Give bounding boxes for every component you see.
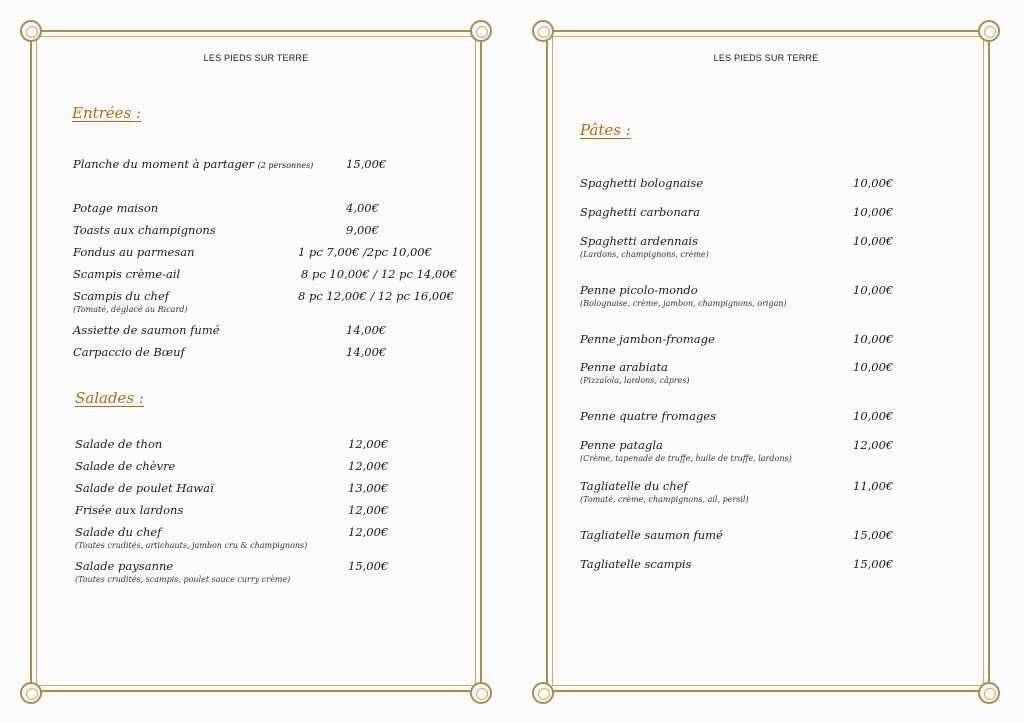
item-price: 12,00€ xyxy=(348,459,389,473)
item-description: (Lardons, champignons, crème) xyxy=(580,250,709,259)
item-name: Scampis crème-ail xyxy=(73,267,181,281)
item-description: (Tomaté, crème, champignons, ail, persil) xyxy=(580,495,749,504)
item-name: Carpaccio de Bœuf xyxy=(73,345,185,359)
item-price: 13,00€ xyxy=(348,481,389,495)
item-price: 10,00€ xyxy=(853,205,894,219)
item-name: Salade paysanne xyxy=(75,559,174,573)
item-price: 8 pc 10,00€ / 12 pc 14,00€ xyxy=(301,267,457,281)
item-price: 14,00€ xyxy=(346,345,387,359)
corner-ornament-icon xyxy=(978,682,1000,704)
item-name: Salade de poulet Hawaï xyxy=(75,481,214,495)
restaurant-name-header: LES PIEDS SUR TERRE xyxy=(203,53,309,63)
corner-ornament-icon xyxy=(470,20,492,42)
item-price: 10,00€ xyxy=(853,234,894,248)
item-price: 12,00€ xyxy=(853,438,894,452)
item-description: (Toutes crudités, artichauts, jambon cru & champignons) xyxy=(75,541,308,550)
item-price: 11,00€ xyxy=(853,479,894,493)
item-name: Tagliatelle du chef xyxy=(580,479,688,493)
corner-ornament-icon xyxy=(20,20,42,42)
item-price: 15,00€ xyxy=(346,157,387,171)
item-name: Assiette de saumon fumé xyxy=(73,323,220,337)
item-price: 4,00€ xyxy=(346,201,379,215)
item-price: 10,00€ xyxy=(853,409,894,423)
corner-ornament-icon xyxy=(978,20,1000,42)
item-name: Penne arabiata xyxy=(580,360,668,374)
item-price: 15,00€ xyxy=(853,557,894,571)
item-name: Toasts aux champignons xyxy=(73,223,216,237)
item-price: 15,00€ xyxy=(853,528,894,542)
item-price: 10,00€ xyxy=(853,332,894,346)
item-name: Penne picolo-mondo xyxy=(580,283,698,297)
corner-ornament-icon xyxy=(532,20,554,42)
item-description: (Tomaté, déglacé au Ricard) xyxy=(73,305,188,314)
item-name: Penne patagla xyxy=(580,438,663,452)
item-name: Fondus au parmesan xyxy=(73,245,195,259)
section-title-salades: Salades : xyxy=(75,389,144,407)
item-name: Spaghetti bolognaise xyxy=(580,176,704,190)
item-price: 14,00€ xyxy=(346,323,387,337)
item-description: (Pizzaïola, lardons, câpres) xyxy=(580,376,690,385)
item-price: 10,00€ xyxy=(853,360,894,374)
item-description: (Bolognaise, crème, jambon, champignons, origan) xyxy=(580,299,787,308)
item-name: Salade de chèvre xyxy=(75,459,176,473)
item-price: 12,00€ xyxy=(348,503,389,517)
item-price: 12,00€ xyxy=(348,525,389,539)
item-name: Penne quatre fromages xyxy=(580,409,717,423)
section-title-entrees: Entrées : xyxy=(72,104,142,122)
item-name: Scampis du chef xyxy=(73,289,170,303)
item-name: Salade de thon xyxy=(75,437,163,451)
item-price: 12,00€ xyxy=(348,437,389,451)
item-name: Penne jambon-fromage xyxy=(580,332,715,346)
menu-page-left xyxy=(0,0,500,723)
item-name: Frisée aux lardons xyxy=(75,503,184,517)
ornamental-frame xyxy=(30,30,482,692)
item-name: Spaghetti carbonara xyxy=(580,205,700,219)
item-price: 1 pc 7,00€ /2pc 10,00€ xyxy=(298,245,432,259)
menu-page-right xyxy=(520,0,1020,723)
section-title-pates: Pâtes : xyxy=(580,121,631,139)
item-price: 10,00€ xyxy=(853,176,894,190)
item-price: 8 pc 12,00€ / 12 pc 16,00€ xyxy=(298,289,454,303)
item-description: (Crème, tapenade de truffe, huile de truffe, lardons) xyxy=(580,454,792,463)
corner-ornament-icon xyxy=(532,682,554,704)
item-name: Spaghetti ardennais xyxy=(580,234,699,248)
corner-ornament-icon xyxy=(20,682,42,704)
item-price: 15,00€ xyxy=(348,559,389,573)
item-name: Salade du chef xyxy=(75,525,162,539)
item-name: Tagliatelle saumon fumé xyxy=(580,528,723,542)
corner-ornament-icon xyxy=(470,682,492,704)
item-price: 9,00€ xyxy=(346,223,379,237)
item-price: 10,00€ xyxy=(853,283,894,297)
restaurant-name-header: LES PIEDS SUR TERRE xyxy=(713,53,819,63)
item-name: Planche du moment à partager (2 personnes) xyxy=(73,157,314,171)
item-description: (Toutes crudités, scampis, poulet sauce curry crème) xyxy=(75,575,291,584)
item-name: Tagliatelle scampis xyxy=(580,557,692,571)
item-name: Potage maison xyxy=(73,201,159,215)
